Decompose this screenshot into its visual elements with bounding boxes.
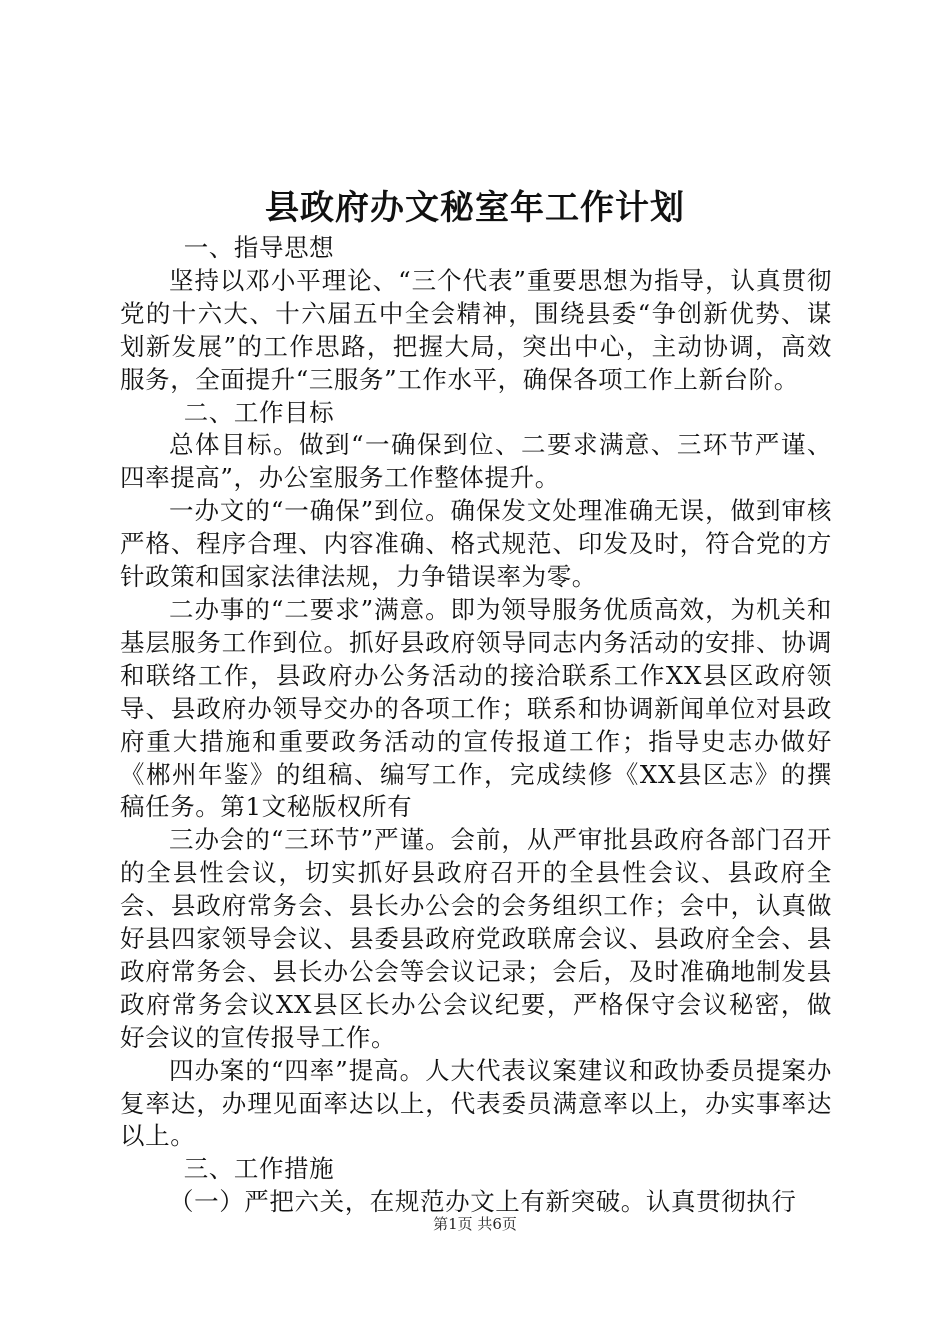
- section-heading: 三、工作措施: [183, 1154, 335, 1184]
- paragraph: 二办事的“二要求”满意。即为领导服务优质高效，为机关和基层服务工作到位。抓好县政府领导同志内务活动的安排、协调和联络工作，县政府办公务活动的接洽联系工作XX县区政府领导、县政府办领导交办的各项工作；联系和协调新闻单位对县政府重大措施和重要政务活动的宣传报道工作；指导史志办做好《郴州年鉴》的组稿、编写工作，完成续修《XX县区志》的撰稿任务。第1文秘版权所有: [120, 594, 832, 822]
- paragraph: 坚持以邓小平理论、“三个代表”重要思想为指导，认真贯彻党的十六大、十六届五中全会精神，围绕县委“争创新优势、谋划新发展”的工作思路，把握大局，突出中心，主动协调，高效服务，全面提升“三服务”工作水平，确保各项工作上新台阶。: [120, 265, 832, 394]
- section-heading: 一、指导思想: [183, 233, 335, 262]
- section-heading: 二、工作目标: [183, 397, 335, 427]
- paragraph: （一）严把六关，在规范办文上有新突破。认真贯彻执行: [169, 1187, 797, 1217]
- paragraph: 一办文的“一确保”到位。确保发文处理准确无误，做到审核严格、程序合理、内容准确、格式规范、印发及时，符合党的方针政策和国家法律法规，力争错误率为零。: [120, 496, 832, 592]
- paragraph: 四办案的“四率”提高。人大代表议案建议和政协委员提案办复率达，办理见面率达以上，代表委员满意率以上，办实事率达以上。: [120, 1055, 832, 1151]
- page-number-footer: 第1页 共6页: [433, 1215, 517, 1233]
- document-body: [120, 232, 832, 1219]
- paragraph: 三办会的“三环节”严谨。会前，从严审批县政府各部门召开的全县性会议，切实抓好县政府召开的全县性会议、县政府全会、县政府常务会、县长办公会的会务组织工作；会中，认真做好县四家领导会议、县委县政府党政联席会议、县政府全会、县政府常务会、县长办公会等会议记录；会后，及时准确地制发县政府常务会议XX县区长办公会议纪要，严格保守会议秘密，做好会议的宣传报导工作。: [120, 825, 832, 1052]
- document-title: 县政府办文秘室年工作计划: [265, 188, 685, 228]
- paragraph: 总体目标。做到“一确保到位、二要求满意、三环节严谨、四率提高”，办公室服务工作整体提升。: [120, 430, 832, 493]
